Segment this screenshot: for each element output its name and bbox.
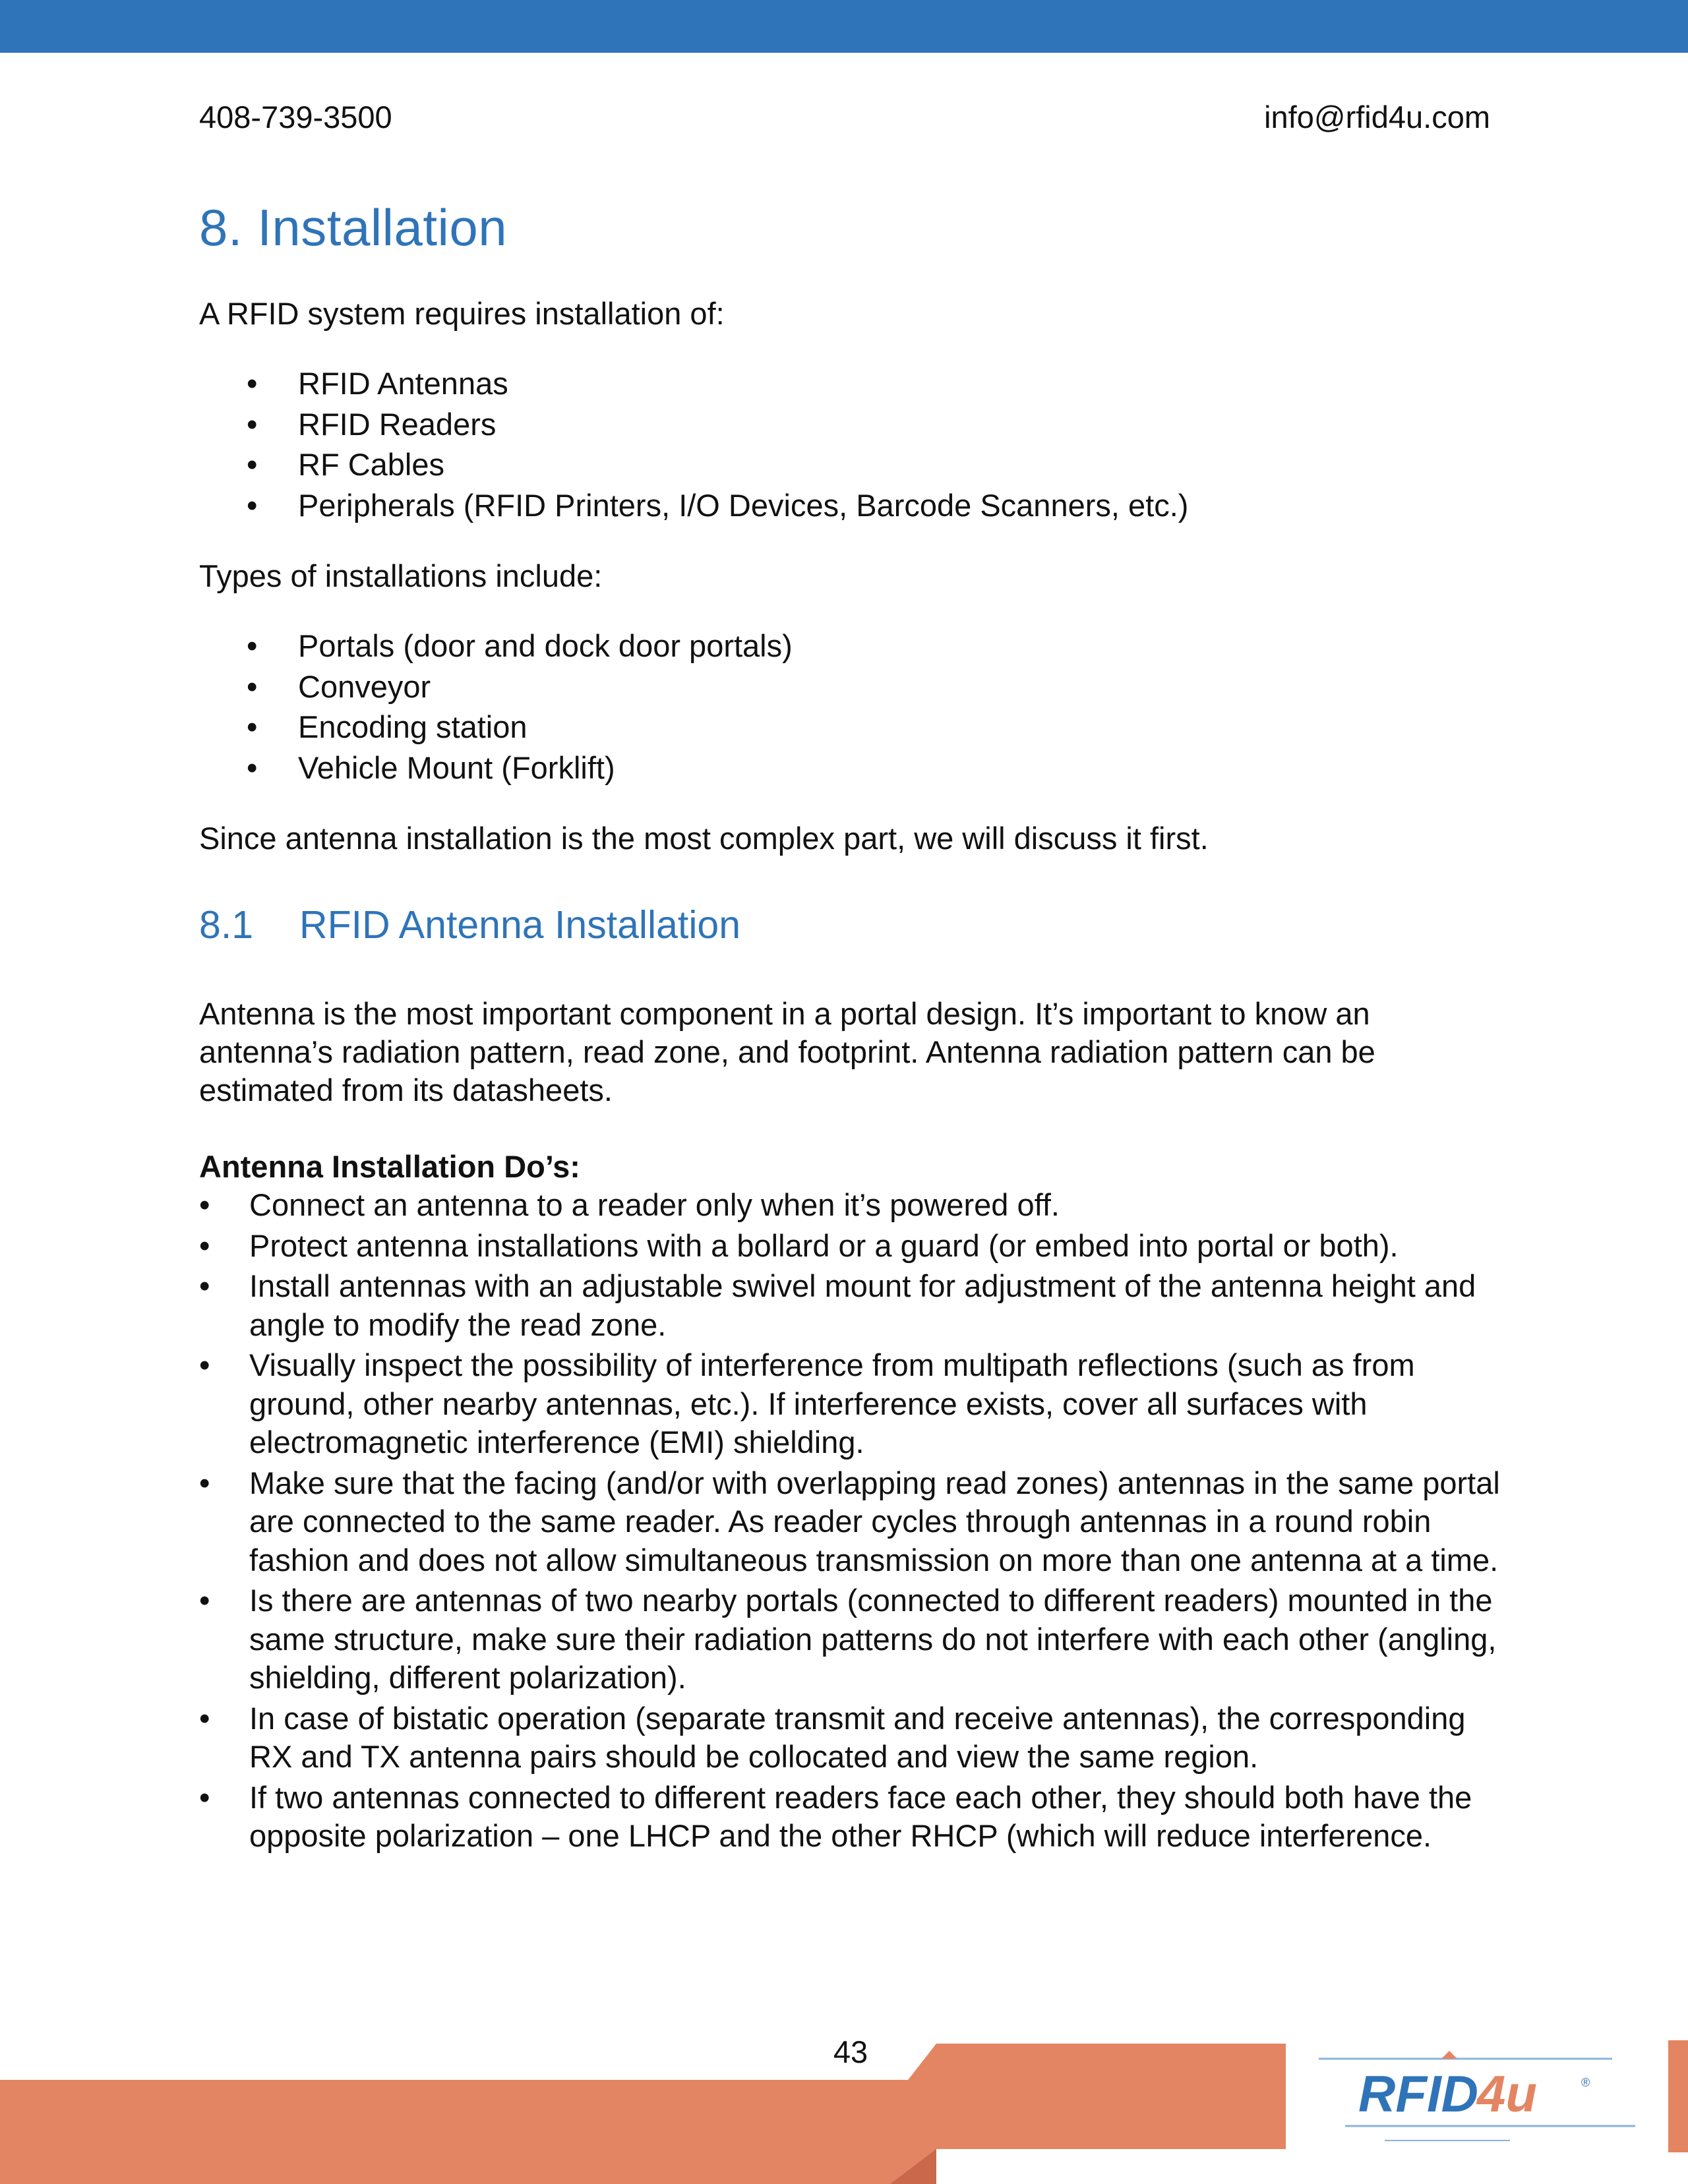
svg-text:4u: 4u [1477,2065,1538,2123]
dos-heading: Antenna Installation Do’s: [199,1149,580,1184]
types-intro: Types of installations include: [199,558,603,593]
list-item: • In case of bistatic operation (separate transmit and receive antennas), the corresponding RX and TX antenna pairs should be collocated and view the same region. [199,1699,1505,1777]
list-item: • Protect antenna installations with a bollard or a guard (or embed into portal or both). [199,1227,1505,1266]
list-item: • Encoding station [199,707,1505,748]
page-number: 43 [833,2034,868,2069]
components-list [199,363,1505,525]
subsection-title-text: RFID Antenna Installation [299,903,741,947]
types-list [199,626,1505,788]
list-item: • Make sure that the facing (and/or with overlapping read zones) antennas in the same portal are connected to the same reader. As reader cycles through antennas in a round robin fashion and does not allow simultaneous transmission on more than one antenna at a time. [199,1464,1505,1580]
footer-band-left [0,2080,910,2184]
dos-list [199,1186,1505,1856]
section-title: 8. Installation [199,198,508,256]
list-item: • Conveyor [199,666,1505,707]
svg-text:®: ® [1581,2076,1590,2089]
list-item: • Connect an antenna to a reader only when it’s powered off. [199,1186,1505,1225]
subsection-number: 8.1 [199,903,254,947]
header-email: info@rfid4u.com [1264,100,1490,134]
list-item: • If two antennas connected to different readers face each other, they should both have the opposite polarization – one LHCP and the other RHCP (which will reduce interference. [199,1779,1505,1856]
list-item: • Install antennas with an adjustable swivel mount for adjustment of the antenna height and angle to modify the read zone. [199,1267,1505,1344]
page-content [199,198,1505,1858]
list-item: • RF Cables [199,444,1505,485]
list-item: • Peripherals (RFID Printers, I/O Devices, Barcode Scanners, etc.) [199,485,1505,526]
svg-text:RFID: RFID [1358,2065,1478,2123]
section-intro: A RFID system requires installation of: [199,296,725,331]
list-item: • Vehicle Mount (Forklift) [199,748,1505,788]
footer-band-raised [890,2044,1286,2184]
header-phone: 408-739-3500 [199,100,392,134]
footer-band-right [1668,2040,1688,2152]
list-item: • RFID Antennas [199,363,1505,404]
list-item: • Visually inspect the possibility of interference from multipath reflections (such as from ground, other nearby antennas, etc.). If interference exists, cover all surfaces with electromagnetic interference (EMI) shielding. [199,1346,1505,1462]
subsection-paragraph: Antenna is the most important component in a portal design. It’s important to know an antenna’s radiation pattern, read zone, and footprint. Antenna radiation pattern can be estimated from its datasheets. [199,996,1375,1107]
subsection-title [199,902,1505,947]
list-item: • Is there are antennas of two nearby portals (connected to different readers) mounted in the same structure, make sure their radiation patterns do not interfere with each other (angling, shielding, different polarization). [199,1581,1505,1697]
list-item: • RFID Readers [199,404,1505,445]
list-item: • Portals (door and dock door portals) [199,626,1505,666]
header-bar [0,0,1688,53]
section-closing: Since antenna installation is the most complex part, we will discuss it first. [199,821,1209,856]
rfid4u-logo [1319,2047,1635,2159]
